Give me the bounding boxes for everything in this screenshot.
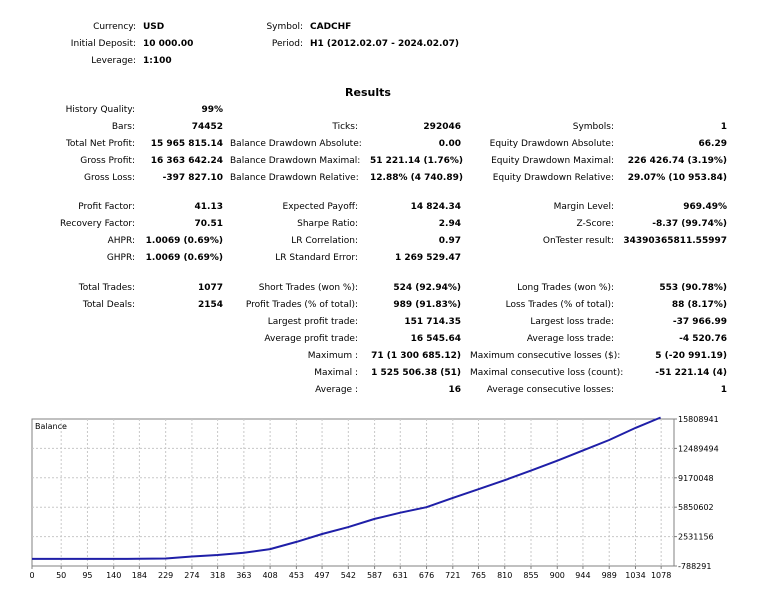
stat-label: Largest profit trade: xyxy=(267,317,358,327)
stat-value: -4 520.76 xyxy=(679,334,727,344)
stat-value: 99% xyxy=(201,105,223,115)
stat-label: Short Trades (won %): xyxy=(258,283,358,293)
stat-label: Profit Factor: xyxy=(78,202,135,212)
x-tick-label: 140 xyxy=(106,571,122,580)
balance-chart xyxy=(0,410,762,600)
stat-label: Average profit trade: xyxy=(264,334,358,344)
stat-label: AHPR: xyxy=(107,236,135,246)
symbol-value: CADCHF xyxy=(310,22,352,32)
stat-value: 51 221.14 (1.76%) xyxy=(370,156,463,166)
stat-label: Average consecutive losses: xyxy=(486,385,614,395)
stat-value: -51 221.14 (4) xyxy=(655,368,727,378)
x-tick-label: 900 xyxy=(549,571,565,580)
x-tick-label: 676 xyxy=(418,571,435,580)
stat-label: Long Trades (won %): xyxy=(517,283,614,293)
stat-label: LR Correlation: xyxy=(291,236,358,246)
stat-value: 16 xyxy=(448,385,461,395)
x-tick-label: 363 xyxy=(236,571,252,580)
stat-value: 5 (-20 991.19) xyxy=(655,351,727,361)
stat-value: 1.0069 (0.69%) xyxy=(145,253,223,263)
x-tick-label: 587 xyxy=(366,571,383,580)
stat-value: 0.97 xyxy=(438,236,461,246)
stat-value: 41.13 xyxy=(194,202,223,212)
stat-value: 74452 xyxy=(191,122,223,132)
x-tick-label: 765 xyxy=(470,571,487,580)
stat-label: Bars: xyxy=(111,122,135,132)
stat-label: Z-Score: xyxy=(576,219,614,229)
stat-label: Symbols: xyxy=(572,122,614,132)
y-tick-label: 9170048 xyxy=(678,473,714,483)
stat-value: 15 965 815.14 xyxy=(150,139,223,149)
stat-value: 14 824.34 xyxy=(410,202,461,212)
stat-label: Balance Drawdown Absolute: xyxy=(230,139,362,149)
stat-label: Maximum consecutive losses ($): xyxy=(470,351,621,361)
stat-label: Total Trades: xyxy=(78,283,135,293)
x-tick-label: 184 xyxy=(131,571,148,580)
x-tick-label: 810 xyxy=(497,571,513,580)
stat-value: 1 525 506.38 (51) xyxy=(371,368,461,378)
stat-label: Ticks: xyxy=(332,122,358,132)
stat-label: Balance Drawdown Maximal: xyxy=(230,156,361,166)
x-tick-label: 0 xyxy=(29,571,35,580)
stat-label: Recovery Factor: xyxy=(59,219,135,229)
currency-label: Currency: xyxy=(93,22,136,32)
stat-value: 969.49% xyxy=(683,202,727,212)
stat-label: Maximal : xyxy=(314,368,358,378)
stat-label: Equity Drawdown Relative: xyxy=(492,173,614,183)
stat-label: OnTester result: xyxy=(542,236,614,246)
y-tick-label: 12489494 xyxy=(678,444,719,454)
stat-value: 2.94 xyxy=(438,219,461,229)
x-tick-label: 453 xyxy=(288,571,305,580)
stat-value: 1 xyxy=(720,122,727,132)
stat-label: Profit Trades (% of total): xyxy=(245,300,358,310)
symbol-label: Symbol: xyxy=(266,22,303,32)
stat-label: Gross Profit: xyxy=(80,156,135,166)
leverage-label: Leverage: xyxy=(91,56,136,66)
stat-value: 524 (92.94%) xyxy=(393,283,461,293)
x-tick-label: 497 xyxy=(314,571,330,580)
y-tick-label: -788291 xyxy=(678,562,712,571)
period-value: H1 (2012.02.07 - 2024.02.07) xyxy=(310,39,460,49)
stat-value: 12.88% (4 740.89) xyxy=(370,173,463,183)
x-tick-label: 1078 xyxy=(650,571,672,580)
leverage-value: 1:100 xyxy=(143,56,172,66)
initial-deposit-label: Initial Deposit: xyxy=(70,39,136,49)
chart-title: Balance xyxy=(35,422,67,431)
x-tick-label: 229 xyxy=(158,571,174,580)
stat-value: 226 426.74 (3.19%) xyxy=(627,156,727,166)
stat-value: 1.0069 (0.69%) xyxy=(145,236,223,246)
stat-value: 1077 xyxy=(197,283,223,293)
results-title: Results xyxy=(345,86,391,99)
y-tick-label: 15808941 xyxy=(678,415,719,424)
x-tick-label: 855 xyxy=(523,571,539,580)
stat-label: GHPR: xyxy=(106,253,135,263)
stat-value: 16 545.64 xyxy=(410,334,461,344)
stat-value: 29.07% (10 953.84) xyxy=(627,173,727,183)
stat-value: 66.29 xyxy=(698,139,727,149)
stat-label: Total Net Profit: xyxy=(65,139,135,149)
stat-value: 70.51 xyxy=(194,219,223,229)
stat-value: 71 (1 300 685.12) xyxy=(371,351,461,361)
stat-label: Loss Trades (% of total): xyxy=(505,300,614,310)
x-tick-label: 50 xyxy=(56,571,67,580)
stat-label: Expected Payoff: xyxy=(282,202,358,212)
stat-value: 0.00 xyxy=(438,139,461,149)
x-tick-label: 542 xyxy=(340,571,356,580)
stat-value: 2154 xyxy=(197,300,223,310)
stat-label: Average : xyxy=(315,385,358,395)
stat-label: Largest loss trade: xyxy=(530,317,614,327)
period-label: Period: xyxy=(271,39,303,49)
y-tick-label: 2531156 xyxy=(678,532,714,542)
stat-value: 989 (91.83%) xyxy=(393,300,461,310)
stat-label: Equity Drawdown Absolute: xyxy=(489,139,614,149)
stat-label: Average loss trade: xyxy=(526,334,614,344)
x-tick-label: 318 xyxy=(209,571,226,580)
stat-label: Total Deals: xyxy=(82,300,135,310)
stat-label: Maximum : xyxy=(307,351,358,361)
stat-label: LR Standard Error: xyxy=(275,253,358,263)
x-tick-label: 944 xyxy=(575,571,591,580)
y-tick-label: 5850602 xyxy=(678,503,714,513)
x-tick-label: 274 xyxy=(184,571,200,580)
stat-value: -397 827.10 xyxy=(162,173,223,183)
stat-value: 88 (8.17%) xyxy=(671,300,727,310)
initial-deposit-value: 10 000.00 xyxy=(143,39,194,49)
stat-label: Balance Drawdown Relative: xyxy=(230,173,359,183)
x-tick-label: 1034 xyxy=(625,571,646,580)
x-tick-label: 408 xyxy=(262,571,278,580)
stat-label: Margin Level: xyxy=(553,202,614,212)
stat-value: 151 714.35 xyxy=(404,317,461,327)
x-tick-label: 721 xyxy=(445,571,461,580)
stat-value: 1 269 529.47 xyxy=(394,253,461,263)
stat-value: 1 xyxy=(720,385,727,395)
stat-value: 16 363 642.24 xyxy=(150,156,223,166)
stat-value: 34390365811.55997 xyxy=(623,236,727,246)
stat-value: -37 966.99 xyxy=(672,317,727,327)
currency-value: USD xyxy=(143,22,165,32)
stat-value: -8.37 (99.74%) xyxy=(652,219,727,229)
x-tick-label: 989 xyxy=(601,571,617,580)
stat-label: History Quality: xyxy=(65,105,135,115)
stat-value: 553 (90.78%) xyxy=(659,283,727,293)
stat-label: Equity Drawdown Maximal: xyxy=(491,156,614,166)
x-tick-label: 631 xyxy=(392,571,408,580)
stat-value: 292046 xyxy=(423,122,461,132)
x-tick-label: 95 xyxy=(82,571,93,580)
stat-label: Gross Loss: xyxy=(84,173,135,183)
plot-area xyxy=(32,419,674,566)
stat-label: Sharpe Ratio: xyxy=(297,219,358,229)
stat-label: Maximal consecutive loss (count): xyxy=(470,368,624,378)
